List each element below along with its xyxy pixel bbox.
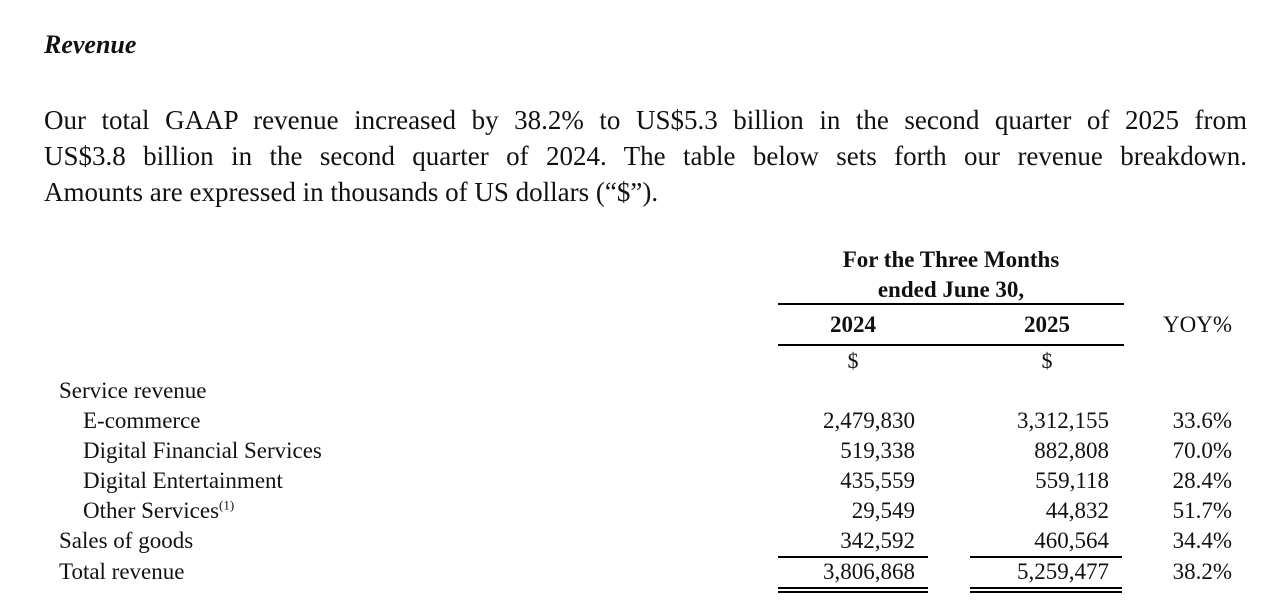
period-header [778,245,1124,305]
column-header-2024: 2024 [830,312,876,337]
row-value-2025: 882,808 [1034,438,1109,463]
period-header-line2: ended June 30, [877,277,1025,302]
row-value-2025: 44,832 [1045,498,1109,523]
paragraph-line: Amounts are expressed in thousands of US dollars (“$”). [44,177,659,207]
row-value-yoy: 33.6% [1172,408,1232,433]
row-value-yoy: 51.7% [1172,498,1232,523]
row-value-2025: 460,564 [1034,528,1109,553]
column-header-rule [778,344,1124,346]
row-value-2025: 3,312,155 [1017,408,1109,433]
revenue-paragraph [44,102,1247,210]
footnote-marker: (1) [219,497,235,513]
period-header-rule [778,303,1124,305]
section-heading: Revenue [44,30,137,59]
currency-2024: $ [847,348,859,373]
total-double-rule-2024-top [778,587,928,589]
row-label: Other Services [83,498,220,523]
currency-2025: $ [1041,348,1053,373]
subtotal-rule-2025 [970,556,1122,558]
paragraph-line: US$3.8 billion in the second quarter of 2024. The table below sets forth our revenue breakdown. [44,141,1247,171]
paragraph-line: Our total GAAP revenue increased by 38.2% to US$5.3 billion in the second quarter of 2025 from [44,105,1247,135]
total-double-rule-2025-bottom [970,591,1122,593]
row-value-yoy: 28.4% [1172,468,1232,493]
row-label: E-commerce [83,408,201,433]
row-value-2024: 342,592 [840,528,915,553]
row-value-yoy: 70.0% [1172,438,1232,463]
column-header-yoy: YOY% [1163,312,1232,337]
row-value-2024: 435,559 [840,468,915,493]
total-value-2025: 5,259,477 [1017,559,1109,584]
row-value-2024: 2,479,830 [823,408,915,433]
column-header-2025: 2025 [1024,312,1070,337]
row-label-with-footnote [83,498,234,524]
group-label-service-revenue: Service revenue [59,378,207,403]
row-label: Digital Financial Services [83,438,322,463]
subtotal-rule-2024 [778,556,928,558]
total-double-rule-2025-top [970,587,1122,589]
total-value-yoy: 38.2% [1172,559,1232,584]
row-label: Sales of goods [59,528,194,553]
row-label: Digital Entertainment [83,468,283,493]
row-label-total: Total revenue [59,559,185,584]
row-value-2024: 29,549 [851,498,915,523]
row-value-2025: 559,118 [1035,468,1109,493]
row-value-2024: 519,338 [840,438,915,463]
total-value-2024: 3,806,868 [823,559,915,584]
total-double-rule-2024-bottom [778,591,928,593]
period-header-line1: For the Three Months [842,247,1060,272]
row-value-yoy: 34.4% [1172,528,1232,553]
